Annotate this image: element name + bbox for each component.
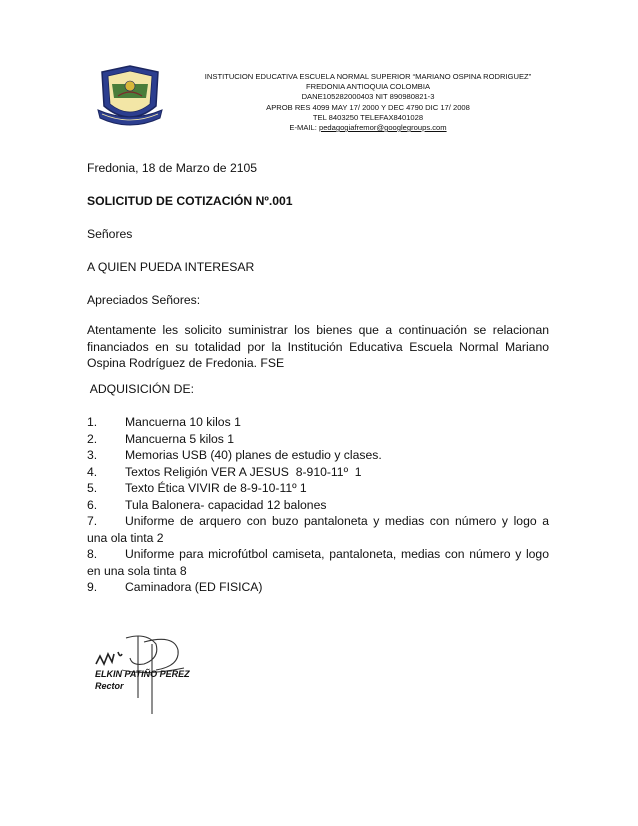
item-number: 9. (87, 580, 98, 594)
letter-date: Fredonia, 18 de Marzo de 2105 (87, 161, 258, 175)
phone-numbers: TEL 8403250 TELEFAX8401028 (312, 112, 424, 122)
school-crest-logo (96, 62, 164, 132)
item-text: Caminadora (ED FISICA) (125, 580, 263, 594)
item-text: Textos Religión VER A JESUS 8-910-11º 1 (125, 464, 362, 479)
letterhead (168, 72, 568, 133)
item-text: Memorias USB (40) planes de estudio y clases. (125, 448, 382, 462)
item-number: 7. (87, 514, 98, 528)
list-item (87, 513, 549, 546)
list-item (87, 497, 549, 514)
item-text: Tula Balonera- capacidad 12 balones (125, 497, 327, 512)
approval-resolution: APROB RES 4099 MAY 17/ 2000 Y DEC 4790 DIC 17/ 2008 (266, 102, 470, 112)
institution-name: INSTITUCION EDUCATIVA ESCUELA NORMAL SUPERIOR “MARIANO OSPINA RODRIGUEZ” (204, 72, 532, 81)
list-item (87, 546, 549, 579)
email-label: E-MAIL: (289, 123, 319, 133)
item-text: Texto Ética VIVIR de 8-9-10-11º 1 (125, 481, 307, 495)
signatory-role: Rector (95, 681, 124, 691)
item-number: 3. (87, 448, 98, 462)
item-number: 8. (87, 547, 98, 561)
list-item (87, 579, 549, 596)
signatory-name: ELKIN PATIÑO PEREZ (95, 669, 190, 679)
item-number: 6. (87, 497, 98, 512)
dane-nit: DANE105282000403 NIT 890980821-3 (301, 92, 435, 102)
item-number: 5. (87, 481, 98, 495)
list-item (87, 480, 549, 497)
item-text: Mancuerna 5 kilos 1 (125, 431, 235, 446)
list-item (87, 431, 549, 448)
item-text: Uniforme de arquero con buzo pantaloneta y medias con número y logo a (125, 514, 549, 528)
addressee: A QUIEN PUEDA INTERESAR (87, 260, 255, 274)
email-link[interactable]: pedagogiafremor@googlegroups.com (318, 123, 447, 133)
intro-paragraph: Atentamente les solicito suministrar los bienes que a continuación se relacionan financiados en su totalidad por la Institución Educativa Escuela Normal Mariano Ospina Rodríguez de Fredonia. FSE (87, 323, 549, 370)
location: FREDONIA ANTIOQUIA COLOMBIA (305, 82, 431, 92)
item-number: 4. (87, 464, 98, 479)
item-list (87, 414, 549, 596)
item-number: 2. (87, 431, 98, 446)
item-text: Uniforme para microfútbol camiseta, pantaloneta, medias con número y logo (125, 547, 549, 561)
section-heading: ADQUISICIÓN DE: (87, 382, 194, 396)
item-text-continuation: una ola tinta 2 (87, 530, 164, 545)
letter-title: SOLICITUD DE COTIZACIÓN Nº.001 (87, 194, 293, 208)
list-item (87, 464, 549, 481)
email-line (168, 123, 568, 133)
item-text: Mancuerna 10 kilos 1 (125, 415, 241, 429)
salutation-senores: Señores (87, 227, 133, 241)
salutation-apreciados: Apreciados Señores: (87, 293, 201, 307)
item-number: 1. (87, 415, 98, 429)
list-item (87, 414, 549, 431)
item-text-continuation: en una sola tinta 8 (87, 563, 187, 578)
list-item (87, 447, 549, 464)
